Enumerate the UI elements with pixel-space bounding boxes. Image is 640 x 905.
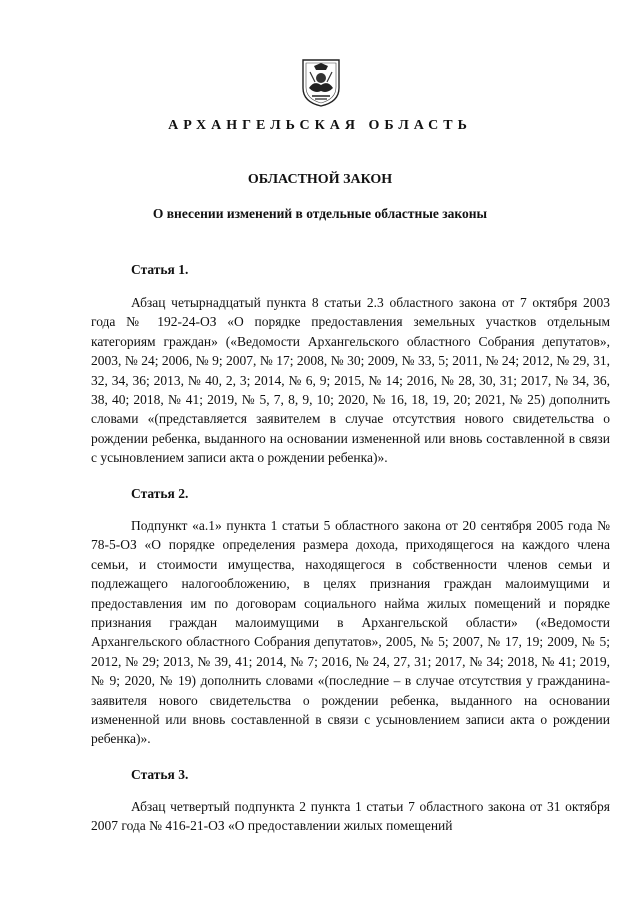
- region-name: АРХАНГЕЛЬСКАЯ ОБЛАСТЬ: [168, 118, 472, 133]
- article-1-title: Статья 1.: [131, 262, 189, 277]
- article-2-text: Подпункт «а.1» пункта 1 статьи 5 областного закона от 20 сентября 2005 года № 78-5-ОЗ «О порядке определения размера дохода, приходящегося на каждого члена семьи, и стоимости имущества, находящегося в собственности членов семьи и подлежащего налогообложению, в целях признания граждан малоимущими и предоставления им по договорам социального найма жилых помещений и порядке признания граждан малоимущими в Архангельской области» («Ведомости Архангельского областного Собрания депутатов», 2005, № 5; 2007, № 17, 19; 2009, № 5; 2012, № 29; 2013, № 39, 41; 2014, № 7; 2016, № 24, 27, 31; 2017, № 34; 2018, № 41; 2019, № 9; 2020, № 19) дополнить словами «(последние – в случае отсутствия у гражданина-заявителя нового свидетельства о рождении ребенка, выданного на основании измененной или вновь составленной в связи с усыновлением записи акта о рождении ребенка)».: [91, 518, 610, 747]
- article-1-text: Абзац четырнадцатый пункта 8 статьи 2.3 областного закона от 7 октября 2003 года № 192-24-ОЗ «О порядке предоставления земельных участков отдельным категориям граждан» («Ведомости Архангельского областного Собрания депутатов», 2003, № 24; 2006, № 9; 2007, № 17; 2008, № 30; 2009, № 33, 5; 2011, № 24; 2012, № 29, 31, 32, 34, 36; 2013, № 40, 2, 3; 2014, № 6, 9; 2015, № 14; 2016, № 28, 30, 31; 2017, № 34, 36, 38, 40; 2018, № 41; 2019, № 5, 7, 8, 9, 10; 2020, № 16, 18, 19, 20; 2021, № 25) дополнить словами «(представляется заявителем в случае отсутствия нового свидетельства о рождении ребенка, выданного на основании измененной или вновь составленной в связи с усыновлением записи акта о рождении ребенка)».: [91, 295, 610, 466]
- article-3-text: Абзац четвертый подпункта 2 пункта 1 статьи 7 областного закона от 31 октября 2007 года № 416-21-ОЗ «О предоставлении жилых помещений: [91, 799, 610, 834]
- coat-of-arms-icon: [300, 58, 342, 108]
- law-title: О внесении изменений в отдельные областные законы: [152, 206, 488, 221]
- law-type-heading: ОБЛАСТНОЙ ЗАКОН: [247, 172, 393, 187]
- article-2-title: Статья 2.: [131, 486, 189, 501]
- article-3-title: Статья 3.: [131, 767, 189, 782]
